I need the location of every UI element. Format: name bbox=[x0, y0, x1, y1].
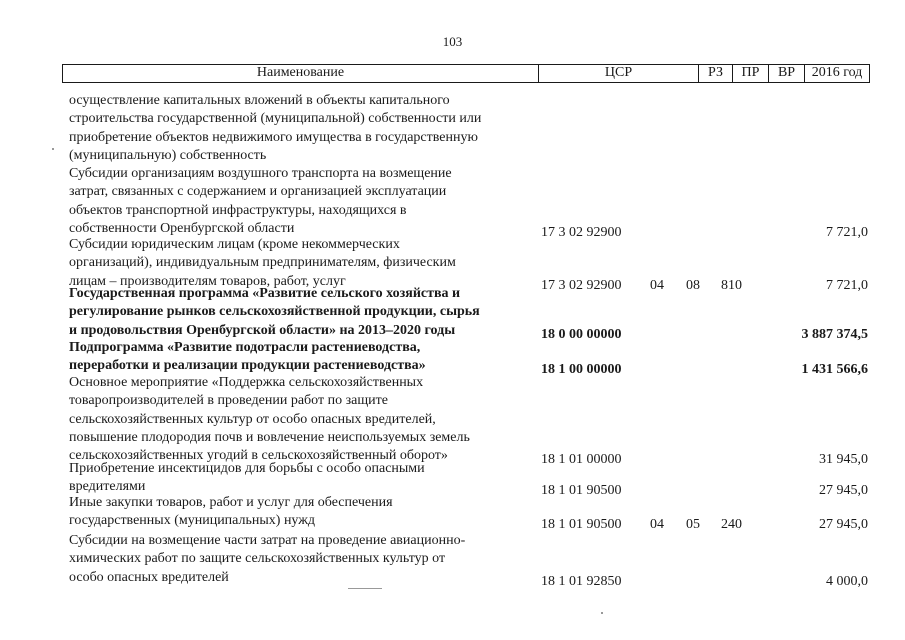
scan-speck bbox=[52, 148, 54, 150]
row-csr: 18 1 00 00000 bbox=[541, 362, 622, 377]
row-name-line: (муниципальную) собственность bbox=[69, 147, 267, 163]
header-rz: РЗ bbox=[699, 65, 733, 82]
row-name bbox=[69, 285, 539, 340]
row-name-line: Субсидии на возмещение части затрат на проведение авиационно- bbox=[69, 533, 466, 548]
row-vr: 240 bbox=[721, 517, 742, 532]
row-name-line: Приобретение инсектицидов для борьбы с особо опасными bbox=[69, 461, 425, 476]
row-csr: 18 1 01 00000 bbox=[541, 452, 622, 467]
row-name-line: Субсидии юридическим лицам (кроме некоммерческих bbox=[69, 237, 400, 252]
row-name-line: затрат, связанных с содержанием и организацией эксплуатации bbox=[69, 184, 447, 200]
row-name bbox=[69, 494, 539, 531]
row-name-line: собственности Оренбургской области bbox=[69, 220, 295, 236]
row-name bbox=[69, 339, 539, 376]
row-amount: 27 945,0 bbox=[819, 517, 868, 532]
row-name-line: переработки и реализации продукции растениеводства» bbox=[69, 358, 426, 374]
row-name-line: объектов транспортной инфраструктуры, находящихся в bbox=[69, 202, 407, 218]
row-name-line: государственных (муниципальных) нужд bbox=[69, 513, 316, 529]
row-csr: 18 1 01 92850 bbox=[541, 574, 622, 589]
row-name-line: товаропроизводителей в проведении работ по защите bbox=[69, 393, 388, 409]
row-name-line: сельскохозяйственных культур от особо опасных вредителей, bbox=[69, 411, 436, 427]
header-name: Наименование bbox=[63, 65, 539, 82]
row-name-line: и продовольствия Оренбургской области» на 2013–2020 годы bbox=[69, 322, 456, 338]
row-name bbox=[69, 165, 539, 238]
row-pr: 05 bbox=[686, 517, 700, 532]
row-name bbox=[69, 532, 539, 587]
header-vr: ВР bbox=[769, 65, 805, 82]
row-name bbox=[69, 460, 539, 497]
row-rz: 04 bbox=[650, 517, 664, 532]
row-name-line: химических работ по защите сельскохозяйственных культур от bbox=[69, 551, 446, 567]
row-amount: 7 721,0 bbox=[826, 225, 868, 240]
header-pr: ПР bbox=[733, 65, 769, 82]
row-amount: 27 945,0 bbox=[819, 483, 868, 498]
row-name-line: организаций), индивидуальным предпринимателям, физическим bbox=[69, 255, 456, 271]
row-name bbox=[69, 374, 539, 465]
row-name-line: Иные закупки товаров, работ и услуг для обеспечения bbox=[69, 495, 393, 510]
header-csr: ЦСР bbox=[539, 65, 699, 82]
row-name-line: регулирование рынков сельскохозяйственной продукции, сырья bbox=[69, 304, 480, 320]
page-number: 103 bbox=[442, 34, 463, 49]
row-amount: 3 887 374,5 bbox=[801, 327, 868, 342]
row-name-line: вредителями bbox=[69, 479, 146, 495]
row-name-line: особо опасных вредителей bbox=[69, 569, 229, 585]
row-csr: 17 3 02 92900 bbox=[541, 225, 622, 240]
row-amount: 7 721,0 bbox=[826, 278, 868, 293]
row-name-line: осуществление капитальных вложений в объекты капитального bbox=[69, 93, 450, 108]
table-header bbox=[62, 64, 870, 83]
row-name-line: повышение плодородия почв и вовлечение неиспользуемых земель bbox=[69, 429, 470, 445]
row-name bbox=[69, 92, 539, 165]
row-amount: 4 000,0 bbox=[826, 574, 868, 589]
row-vr: 810 bbox=[721, 278, 742, 293]
row-name-line: Государственная программа «Развитие сельского хозяйства и bbox=[69, 286, 461, 301]
row-name-line: Подпрограмма «Развитие подотрасли растениеводства, bbox=[69, 340, 421, 355]
row-amount: 1 431 566,6 bbox=[801, 362, 868, 377]
row-csr: 17 3 02 92900 bbox=[541, 278, 622, 293]
row-name bbox=[69, 236, 539, 291]
row-name-line: Основное мероприятие «Поддержка сельскохозяйственных bbox=[69, 375, 424, 390]
scan-speck bbox=[348, 588, 382, 589]
row-name-line: приобретение объектов недвижимого имущества в государственную bbox=[69, 129, 478, 145]
header-year: 2016 год bbox=[811, 65, 863, 80]
row-name-line: сельскохозяйственных угодий в сельскохозяйственный оборот» bbox=[69, 448, 448, 464]
row-name-line: Субсидии организациям воздушного транспорта на возмещение bbox=[69, 166, 452, 181]
row-name-line: строительства государственной (муниципальной) собственности или bbox=[69, 111, 482, 127]
scan-speck bbox=[601, 612, 603, 614]
row-name-line: лицам – производителям товаров, работ, услуг bbox=[69, 273, 346, 289]
row-csr: 18 1 01 90500 bbox=[541, 483, 622, 498]
row-csr: 18 1 01 90500 bbox=[541, 517, 622, 532]
row-amount: 31 945,0 bbox=[819, 452, 868, 467]
row-pr: 08 bbox=[686, 278, 700, 293]
row-rz: 04 bbox=[650, 278, 664, 293]
row-csr: 18 0 00 00000 bbox=[541, 327, 622, 342]
